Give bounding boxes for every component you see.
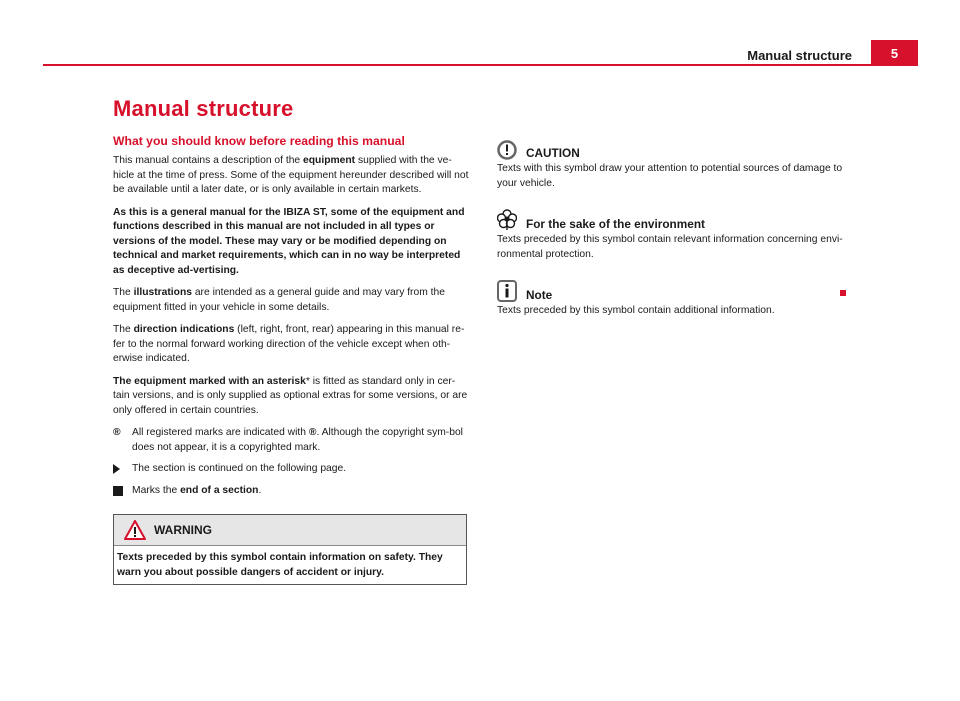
note-label: Note bbox=[526, 288, 553, 302]
symbol-cell bbox=[113, 462, 132, 477]
text: This manual contains a description of the bbox=[113, 155, 304, 166]
end-section-square-icon bbox=[113, 486, 123, 496]
symbol-row-end-section bbox=[113, 484, 469, 499]
note-info-icon bbox=[497, 280, 517, 302]
environment-header bbox=[497, 205, 857, 231]
environment-notice bbox=[497, 205, 857, 262]
symbol-row-continued bbox=[113, 462, 469, 477]
symbol-cell bbox=[113, 484, 132, 499]
environment-text: Texts preceded by this symbol contain relevant information concerning envi-ronmental protection. bbox=[497, 234, 843, 260]
page-title: Manual structure bbox=[113, 96, 294, 121]
symbol-text: The section is continued on the following page. bbox=[132, 463, 347, 474]
symbol-row-registered bbox=[113, 426, 469, 455]
caution-label: CAUTION bbox=[526, 146, 580, 160]
warning-text: Texts preceded by this symbol contain information on safety. They warn you about possible dangers of accident or injury. bbox=[117, 552, 443, 578]
warning-box bbox=[113, 514, 467, 585]
paragraph-directions bbox=[113, 323, 469, 367]
paragraph-general-manual: As this is a general manual for the IBIZA ST, some of the equipment and functions described in this manual are not included in all types or versions of the model. These may vary or be modified depending on technical and market requirements, which can in no way be interpreted as deceptive ad-vertising. bbox=[113, 206, 465, 276]
text-bold: end of a section bbox=[180, 484, 259, 496]
text-bold: direction indications bbox=[133, 324, 235, 335]
right-column bbox=[497, 134, 857, 333]
symbol-text bbox=[132, 426, 469, 455]
registered-icon: ® bbox=[113, 427, 121, 438]
text-bold: The equipment marked with an asterisk bbox=[113, 375, 306, 387]
paragraph-equipment bbox=[113, 154, 469, 198]
caution-notice bbox=[497, 134, 857, 191]
text: (left, right, front, rear) appearing in this manual re-fer to the normal forward working direction of the vehicle except when oth-erwise indicated. bbox=[113, 324, 465, 364]
environment-label: For the sake of the environment bbox=[526, 217, 705, 231]
text: . Although the copyright sym-bol does not appear, it is a copyrighted mark. bbox=[132, 427, 463, 453]
section-subtitle: What you should know before reading this manual bbox=[113, 134, 405, 148]
text: . bbox=[258, 484, 262, 496]
continue-arrow-icon bbox=[113, 464, 120, 474]
note-notice bbox=[497, 276, 857, 319]
warning-label: WARNING bbox=[154, 523, 212, 537]
text-bold: equipment bbox=[303, 155, 356, 166]
header-section-title: Manual structure bbox=[747, 48, 852, 63]
text: The bbox=[113, 287, 134, 298]
note-header bbox=[497, 276, 857, 302]
text: supplied with the ve-hicle at the time of press. Some of the equipment hereunder described will not be available until a later date, or is only available in certain markets. bbox=[113, 155, 469, 195]
symbol-text bbox=[132, 484, 261, 499]
end-of-section-mark-icon bbox=[840, 290, 846, 296]
caution-icon bbox=[497, 140, 517, 160]
warning-triangle-icon bbox=[124, 520, 146, 540]
text: Marks the bbox=[132, 484, 181, 496]
environment-flower-icon bbox=[497, 209, 517, 231]
text-bold: ® bbox=[308, 427, 317, 438]
text: * is fitted as standard only in cer-tain versions, and is only supplied as optional extras for some versions, or are only offered in certain countries. bbox=[113, 375, 468, 416]
caution-text: Texts with this symbol draw your attention to potential sources of damage to your vehicle. bbox=[497, 163, 843, 189]
caution-header bbox=[497, 134, 857, 160]
paragraph-asterisk bbox=[113, 375, 469, 419]
text: are intended as a general guide and may vary from the equipment fitted in your vehicle in some details. bbox=[113, 287, 445, 313]
paragraph-illustrations bbox=[113, 286, 469, 315]
text: The bbox=[113, 324, 134, 335]
page-number: 5 bbox=[871, 40, 918, 66]
text-bold: illustrations bbox=[133, 287, 192, 298]
header-rule bbox=[43, 64, 918, 66]
left-column bbox=[113, 96, 469, 585]
text: All registered marks are indicated with bbox=[132, 427, 309, 438]
note-text: Texts preceded by this symbol contain additional information. bbox=[497, 305, 775, 316]
warning-header bbox=[114, 515, 466, 546]
